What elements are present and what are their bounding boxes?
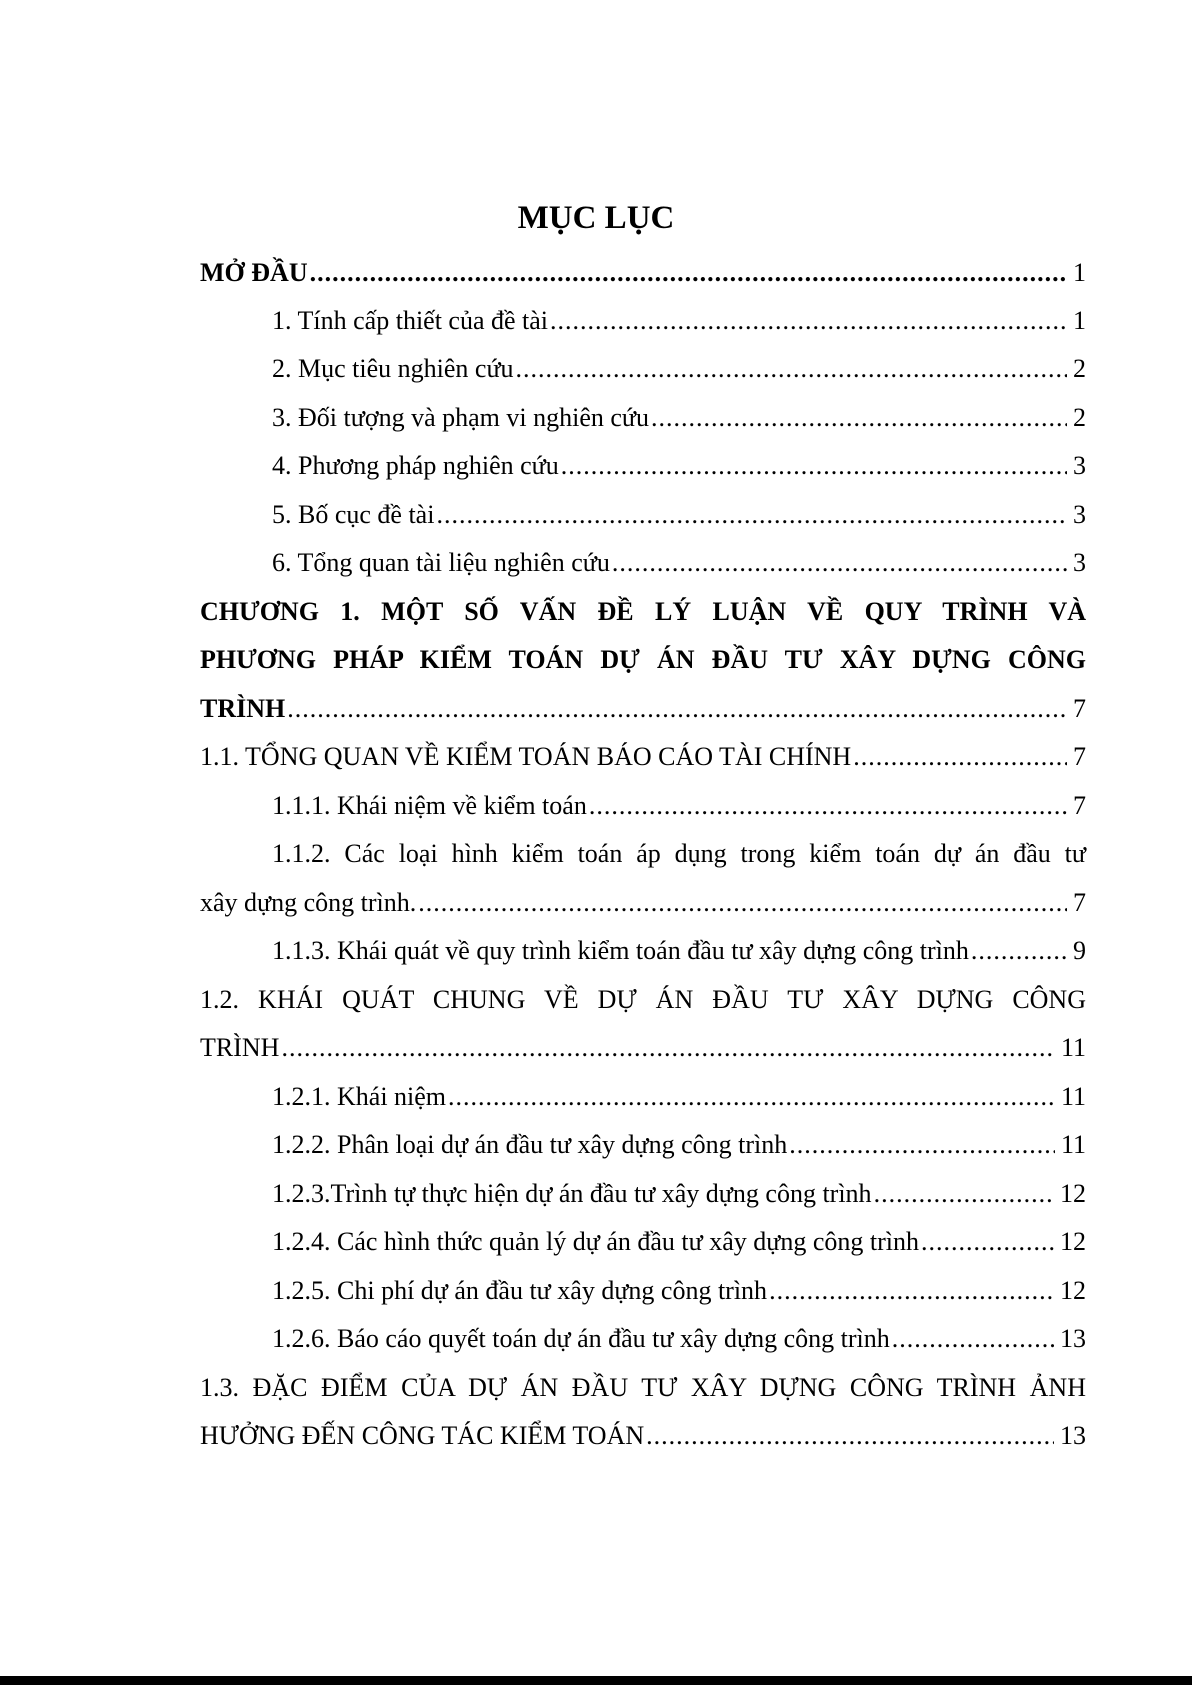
toc-entry-label: 2. Mục tiêu nghiên cứu bbox=[272, 354, 514, 383]
toc-entry-label: TRÌNH bbox=[200, 1033, 280, 1062]
toc-page-number: 9 bbox=[1073, 936, 1086, 965]
leader-dots bbox=[287, 685, 1067, 733]
leader-dots bbox=[971, 927, 1067, 975]
toc-entry-label: 1.1.3. Khái quát về quy trình kiểm toán đầu tư xây dựng công trình bbox=[272, 936, 969, 965]
toc-entry-1-1[interactable] bbox=[200, 733, 1086, 781]
bottom-border bbox=[0, 1676, 1192, 1685]
toc-entry-2[interactable] bbox=[272, 345, 1086, 393]
toc-entry-label: 1.1.1. Khái niệm về kiểm toán bbox=[272, 791, 587, 820]
leader-dots bbox=[448, 1073, 1055, 1121]
toc-page-number: 13 bbox=[1060, 1421, 1086, 1450]
toc-entry-last-line bbox=[200, 1412, 1086, 1460]
toc-entry-line: 1.1.2. Các loại hình kiểm toán áp dụng trong kiểm toán dự án đầu tư bbox=[272, 839, 1086, 868]
toc-entry-label: TRÌNH bbox=[200, 694, 286, 723]
toc-entry-label: 1.2.1. Khái niệm bbox=[272, 1082, 447, 1111]
leader-dots bbox=[281, 1024, 1055, 1072]
toc-entry-label: 6. Tổng quan tài liệu nghiên cứu bbox=[272, 548, 610, 577]
toc-entry-1[interactable] bbox=[272, 297, 1086, 345]
toc-page-number: 3 bbox=[1073, 451, 1086, 480]
toc-entry-1-2-1[interactable] bbox=[272, 1073, 1086, 1121]
toc-entry-label: xây dựng công trình. bbox=[200, 888, 417, 917]
toc-entry-1-2-4[interactable] bbox=[272, 1218, 1086, 1266]
leader-dots bbox=[612, 539, 1067, 587]
toc-title: MỤC LỤC bbox=[517, 200, 675, 236]
toc-page-number: 11 bbox=[1060, 1082, 1086, 1111]
toc-entry-label: 1. Tính cấp thiết của đề tài bbox=[272, 306, 549, 335]
toc-entry-line: CHƯƠNG 1. MỘT SỐ VẤN ĐỀ LÝ LUẬN VỀ QUY TRÌNH VÀ bbox=[200, 597, 1086, 626]
toc-page-number: 2 bbox=[1073, 403, 1086, 432]
toc-entry-1-1-1[interactable] bbox=[272, 782, 1086, 830]
leader-dots bbox=[921, 1218, 1054, 1266]
toc-page-number: 7 bbox=[1073, 694, 1086, 723]
toc-page-number: 3 bbox=[1073, 548, 1086, 577]
leader-dots bbox=[550, 297, 1067, 345]
toc-entry-last-line bbox=[200, 879, 1086, 927]
toc-entry-last-line bbox=[200, 1024, 1086, 1072]
toc-entry-label: 1.1. TỔNG QUAN VỀ KIỂM TOÁN BÁO CÁO TÀI CHÍNH bbox=[200, 742, 852, 771]
toc-page-number: 12 bbox=[1060, 1179, 1086, 1208]
toc-entry-label: MỞ ĐẦU bbox=[200, 258, 308, 287]
toc-entry-label: HƯỞNG ĐẾN CÔNG TÁC KIỂM TOÁN bbox=[200, 1421, 645, 1450]
leader-dots bbox=[561, 442, 1067, 490]
leader-dots bbox=[853, 733, 1067, 781]
toc-entry-label: 1.2.2. Phân loại dự án đầu tư xây dựng công trình bbox=[272, 1130, 788, 1159]
toc-entry-line: 1.2. KHÁI QUÁT CHUNG VỀ DỰ ÁN ĐẦU TƯ XÂY DỰNG CÔNG bbox=[200, 985, 1086, 1014]
toc-page-number: 12 bbox=[1060, 1276, 1086, 1305]
leader-dots bbox=[436, 491, 1067, 539]
toc-page-number: 2 bbox=[1073, 354, 1086, 383]
toc-entry-6[interactable] bbox=[272, 539, 1086, 587]
toc-page-number: 7 bbox=[1073, 742, 1086, 771]
toc-page-number: 7 bbox=[1073, 888, 1086, 917]
toc-page-number: 11 bbox=[1060, 1130, 1086, 1159]
toc-entry-label: 1.2.5. Chi phí dự án đầu tư xây dựng công trình bbox=[272, 1276, 768, 1305]
toc-entry-3[interactable] bbox=[272, 394, 1086, 442]
toc-entry-5[interactable] bbox=[272, 491, 1086, 539]
toc-entry-1-2-3[interactable] bbox=[272, 1170, 1086, 1218]
toc-entry-label: 1.2.4. Các hình thức quản lý dự án đầu tư xây dựng công trình bbox=[272, 1227, 920, 1256]
leader-dots bbox=[769, 1267, 1054, 1315]
leader-dots bbox=[646, 1412, 1054, 1460]
leader-dots bbox=[874, 1170, 1054, 1218]
toc-entry-1-2-5[interactable] bbox=[272, 1267, 1086, 1315]
toc-page-number: 11 bbox=[1060, 1033, 1086, 1062]
toc-entry-label: 1.2.3.Trình tự thực hiện dự án đầu tư xây dựng công trình bbox=[272, 1179, 872, 1208]
toc-page-number: 13 bbox=[1060, 1324, 1086, 1353]
leader-dots bbox=[418, 879, 1067, 927]
toc-entry-label: 1.2.6. Báo cáo quyết toán dự án đầu tư xây dựng công trình bbox=[272, 1324, 890, 1353]
leader-dots bbox=[892, 1315, 1054, 1363]
toc-entry-last-line bbox=[200, 685, 1086, 733]
toc-page-number: 7 bbox=[1073, 791, 1086, 820]
leader-dots bbox=[789, 1121, 1055, 1169]
toc-entry-1-2-2[interactable] bbox=[272, 1121, 1086, 1169]
toc-entry-1-2-6[interactable] bbox=[272, 1315, 1086, 1363]
toc-entry-1-1-3[interactable] bbox=[272, 927, 1086, 975]
toc-entry-line: PHƯƠNG PHÁP KIỂM TOÁN DỰ ÁN ĐẦU TƯ XÂY DỰNG CÔNG bbox=[200, 645, 1086, 674]
toc-entry-label: 3. Đối tượng và phạm vi nghiên cứu bbox=[272, 403, 649, 432]
toc-entry-line: 1.3. ĐẶC ĐIỂM CỦA DỰ ÁN ĐẦU TƯ XÂY DỰNG CÔNG TRÌNH ẢNH bbox=[200, 1373, 1086, 1402]
leader-dots bbox=[651, 394, 1067, 442]
toc-page-number: 12 bbox=[1060, 1227, 1086, 1256]
toc-entry-mo-dau[interactable] bbox=[200, 249, 1086, 297]
leader-dots bbox=[516, 345, 1067, 393]
leader-dots bbox=[310, 249, 1067, 297]
toc-page-number: 1 bbox=[1073, 258, 1086, 287]
toc-page-number: 3 bbox=[1073, 500, 1086, 529]
toc-entry-label: 4. Phương pháp nghiên cứu bbox=[272, 451, 559, 480]
toc-entry-label: 5. Bố cục đề tài bbox=[272, 500, 435, 529]
toc-entry-4[interactable] bbox=[272, 442, 1086, 490]
toc-page-number: 1 bbox=[1073, 306, 1086, 335]
leader-dots bbox=[589, 782, 1067, 830]
